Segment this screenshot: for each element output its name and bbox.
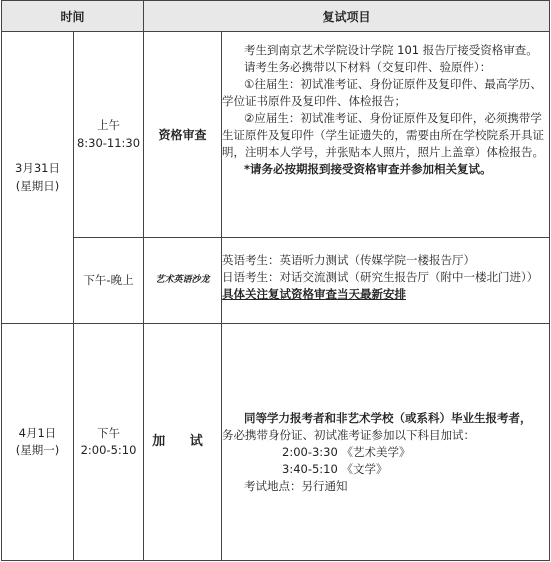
detail-cell [222, 32, 550, 238]
detail-line: 2:00-3:30 《艺术美学》 [282, 444, 411, 459]
detail-line: 考生到南京艺术学院设计学院 101 报告厅接受资格审查。 [244, 43, 538, 57]
detail-cell [222, 238, 550, 324]
header-items: 复试项目 [144, 1, 550, 32]
detail-line: 务必携带身份证、初试准考证参加以下科目加试： [222, 427, 476, 442]
activity-cell: 加 试 [144, 324, 222, 561]
time-range-label: 8:30-11:30 [76, 135, 141, 150]
activity-cell: 资格审查 [144, 32, 222, 238]
detail-line: 日语考生：对话交流测试（研究生报告厅（附中一楼北门进）） [222, 270, 539, 284]
date-cell [2, 324, 74, 561]
table-row [2, 32, 550, 238]
weekday-label: (星期一) [15, 443, 60, 457]
period-label: 下午 [97, 425, 120, 440]
period-label: 上午 [97, 118, 120, 133]
time-cell [74, 32, 144, 238]
detail-line: 考试地点：另行通知 [244, 478, 348, 493]
activity-cell: 艺术英语沙龙 [144, 238, 222, 324]
detail-line: 英语考生：英语听力测试（传媒学院一楼报告厅） [222, 253, 476, 267]
header-row [2, 1, 550, 32]
schedule-table [1, 0, 550, 561]
detail-line: 请考生务必携带以下材料（交复印件、验原件）： [244, 60, 492, 74]
table-row [2, 238, 550, 324]
date-label: 4月1日 [18, 425, 57, 440]
detail-line: 3:40-5:10 《文学》 [282, 461, 388, 476]
header-time: 时间 [2, 1, 144, 32]
date-cell [2, 32, 74, 324]
detail-line: 同等学力报考者和非艺术学校（或系科）毕业生报考者， [244, 410, 532, 425]
period-cell: 下午-晚上 [74, 238, 144, 324]
detail-note: *请务必按期报到接受资格审查并参加相关复试。 [244, 162, 492, 176]
date-label: 3月31日 [15, 161, 60, 176]
detail-line: ②应届生：初试准考证、身份证原件及复印件，必须携带学生证原件及复印件（学生证遗失的，需要由所在学校院系开具证明，注明本人学号，并张贴本人照片，照片上盖章）体检报告。 [222, 111, 545, 159]
weekday-label: (星期日) [15, 178, 60, 193]
time-range-label: 2:00-5:10 [80, 443, 137, 457]
detail-cell [222, 324, 550, 561]
time-cell [74, 324, 144, 561]
detail-note: 具体关注复试资格审查当天最新安排 [222, 287, 407, 301]
table-row [2, 324, 550, 561]
detail-line: ①往届生：初试准考证、身份证原件及复印件、最高学历、学位证书原件及复印件、体检报告； [222, 77, 542, 108]
